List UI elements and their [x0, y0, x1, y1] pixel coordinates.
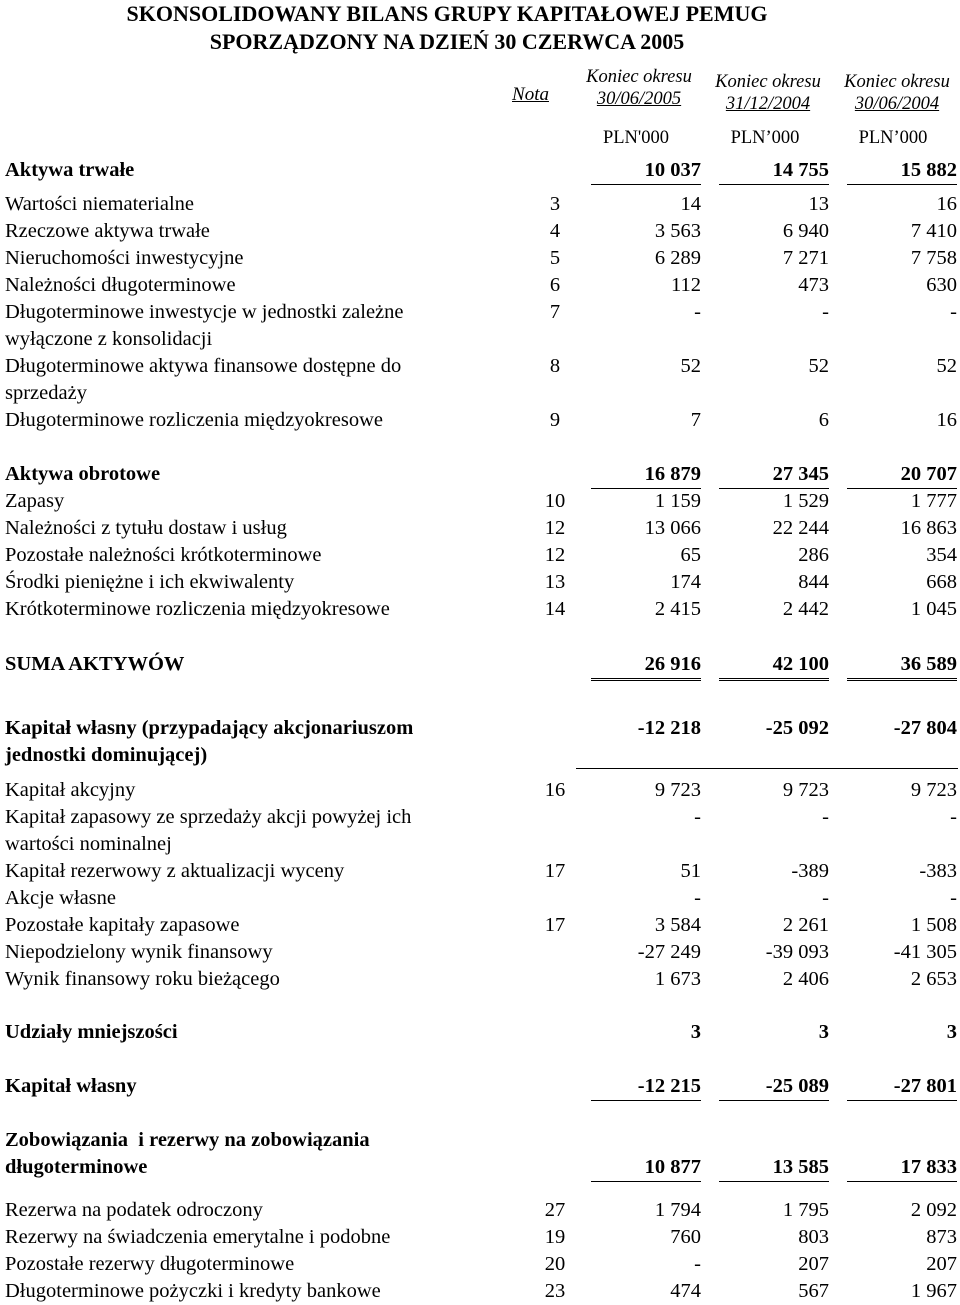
row-note: 10	[544, 490, 566, 512]
row-value-1: -12 218	[637, 717, 701, 739]
row-value-2: 1 529	[782, 490, 829, 512]
row-value-2: 3	[818, 1021, 829, 1043]
row-value-2: 6	[818, 409, 829, 431]
row-value-3: -	[950, 806, 957, 828]
row-label: Rezerwa na podatek odroczony	[5, 1199, 263, 1221]
title-line-2: SPORZĄDZONY NA DZIEŃ 30 CZERWCA 2005	[209, 29, 685, 54]
row-label: Krótkoterminowe rozliczenia międzyokresowe	[5, 598, 390, 620]
row-value-1: 1 159	[654, 490, 701, 512]
row-label: Środki pieniężne i ich ekwiwalenty	[5, 571, 295, 593]
column-label: Koniec okresu	[844, 72, 950, 92]
row-label: Kapitał zapasowy ze sprzedaży akcji powyżej ich wartości nominalnej	[5, 806, 412, 855]
row-value-2: 22 244	[772, 517, 829, 539]
row-value-2: -25 092	[765, 717, 829, 739]
row-value-1: 6 289	[654, 247, 701, 269]
row-value-3: 7 410	[910, 220, 957, 242]
column-header-1	[574, 66, 704, 110]
row-value-3: 2 092	[910, 1199, 957, 1221]
row-value-3: -383	[919, 860, 957, 882]
row-value-1: 2 415	[654, 598, 701, 620]
row-value-2: 803	[798, 1226, 829, 1248]
unit-label-3: PLN’000	[858, 128, 928, 148]
column-label: Koniec okresu	[715, 72, 821, 92]
row-value-2: 2 406	[782, 968, 829, 990]
row-value-3: 873	[926, 1226, 957, 1248]
row-label: Wynik finansowy roku bieżącego	[5, 968, 280, 990]
row-value-2: 473	[798, 274, 829, 296]
row-label: Aktywa trwałe	[5, 159, 135, 181]
row-value-3: -27 804	[893, 717, 957, 739]
row-note: 12	[544, 544, 566, 566]
row-value-1: -27 249	[637, 941, 701, 963]
row-note: 17	[544, 914, 566, 936]
row-label: Nieruchomości inwestycyjne	[5, 247, 244, 269]
unit-label-1: PLN'000	[602, 128, 670, 148]
row-value-3: 3	[946, 1021, 957, 1043]
row-note: 19	[544, 1226, 566, 1248]
row-value-1: 65	[680, 544, 701, 566]
row-value-1: 14	[680, 193, 701, 215]
row-value-3: 1 508	[910, 914, 957, 936]
row-note: 13	[544, 571, 566, 593]
row-note: 27	[544, 1199, 566, 1221]
row-value-3: 1 045	[910, 598, 957, 620]
row-label: Zapasy	[5, 490, 65, 512]
row-value-2: 6 940	[782, 220, 829, 242]
row-value-3: -27 801	[847, 1073, 957, 1101]
column-date: 30/06/2004	[854, 94, 940, 114]
row-value-1: 7	[690, 409, 701, 431]
row-value-2: 42 100	[719, 651, 829, 681]
row-note: 14	[544, 598, 566, 620]
row-label: SUMA AKTYWÓW	[5, 653, 185, 675]
row-label: Długoterminowe rozliczenia międzyokresowe	[5, 409, 383, 431]
row-value-1: -	[694, 806, 701, 828]
row-value-2: -39 093	[765, 941, 829, 963]
row-value-2: 2 442	[782, 598, 829, 620]
row-label: Długoterminowe pożyczki i kredyty bankowe	[5, 1280, 381, 1302]
row-note: 8	[549, 355, 561, 377]
title-line-1: SKONSOLIDOWANY BILANS GRUPY KAPITAŁOWEJ PEMUG	[126, 1, 768, 26]
row-value-3: 354	[926, 544, 957, 566]
row-value-1: 52	[680, 355, 701, 377]
row-value-1: 1 794	[654, 1199, 701, 1221]
row-label: Rezerwy na świadczenia emerytalne i podobne	[5, 1226, 391, 1248]
row-value-2: 9 723	[782, 779, 829, 801]
row-note: 6	[549, 274, 561, 296]
row-label: Wartości niematerialne	[5, 193, 195, 215]
row-value-2: 2 261	[782, 914, 829, 936]
row-value-2: -	[822, 887, 829, 909]
row-value-3: -	[950, 301, 957, 323]
row-value-3: 16	[936, 409, 957, 431]
row-value-2: -	[822, 806, 829, 828]
row-label: Rzeczowe aktywa trwałe	[5, 220, 210, 242]
row-value-3: 1 777	[910, 490, 957, 512]
row-value-2: -	[822, 301, 829, 323]
divider	[576, 768, 958, 769]
row-note: 16	[544, 779, 566, 801]
row-label: Długoterminowe inwestycje w jednostki zależne wyłączone z konsolidacji	[5, 301, 404, 350]
row-label: Zobowiązania i rezerwy na zobowiązania długoterminowe	[5, 1129, 370, 1178]
row-value-1: 10 037	[591, 157, 701, 185]
row-note: 23	[544, 1280, 566, 1302]
row-label: Aktywa obrotowe	[5, 463, 161, 485]
row-value-2: 14 755	[719, 157, 829, 185]
row-value-1: 16 879	[591, 461, 701, 489]
column-label: Koniec okresu	[586, 67, 692, 87]
row-value-2: -389	[791, 860, 829, 882]
row-label: Należności długoterminowe	[5, 274, 236, 296]
row-note: 4	[549, 220, 561, 242]
row-value-3: 36 589	[847, 651, 957, 681]
row-value-3: 207	[926, 1253, 957, 1275]
row-value-3: -	[950, 887, 957, 909]
row-value-3: 16	[936, 193, 957, 215]
row-value-3: 2 653	[910, 968, 957, 990]
column-date: 30/06/2005	[596, 89, 682, 109]
row-value-1: 474	[670, 1280, 701, 1302]
row-value-2: 52	[808, 355, 829, 377]
row-value-2: 286	[798, 544, 829, 566]
row-value-1: -	[694, 301, 701, 323]
unit-label-2: PLN’000	[730, 128, 800, 148]
row-value-2: 844	[798, 571, 829, 593]
row-value-1: 3 563	[654, 220, 701, 242]
row-note: 7	[549, 301, 561, 323]
column-date: 31/12/2004	[725, 94, 811, 114]
row-value-2: 13 585	[719, 1154, 829, 1182]
row-value-3: 15 882	[847, 157, 957, 185]
row-value-1: 760	[670, 1226, 701, 1248]
column-header-3	[832, 71, 960, 115]
row-label: Pozostałe rezerwy długoterminowe	[5, 1253, 295, 1275]
row-label: Kapitał rezerwowy z aktualizacji wyceny	[5, 860, 345, 882]
column-header-2	[703, 71, 833, 115]
row-value-2: 207	[798, 1253, 829, 1275]
row-value-1: -12 215	[591, 1073, 701, 1101]
row-label: Pozostałe kapitały zapasowe	[5, 914, 240, 936]
row-label: Kapitał akcyjny	[5, 779, 136, 801]
row-value-3: 52	[936, 355, 957, 377]
row-label: Udziały mniejszości	[5, 1021, 178, 1043]
row-label: Należności z tytułu dostaw i usług	[5, 517, 287, 539]
row-value-3: 668	[926, 571, 957, 593]
row-value-3: 7 758	[910, 247, 957, 269]
row-value-2: 27 345	[719, 461, 829, 489]
row-value-3: 1 967	[910, 1280, 957, 1302]
row-note: 3	[549, 193, 561, 215]
row-value-1: 9 723	[654, 779, 701, 801]
row-note: 5	[549, 247, 561, 269]
row-value-2: 567	[798, 1280, 829, 1302]
row-value-2: 1 795	[782, 1199, 829, 1221]
row-label: Długoterminowe aktywa finansowe dostępne do sprzedaży	[5, 355, 402, 404]
row-value-1: 112	[671, 274, 701, 296]
row-value-2: 7 271	[782, 247, 829, 269]
row-value-1: 26 916	[591, 651, 701, 681]
row-value-1: 51	[680, 860, 701, 882]
row-value-1: -	[694, 1253, 701, 1275]
row-label: Kapitał własny (przypadający akcjonariuszom jednostki dominującej)	[5, 717, 414, 766]
row-note: 9	[549, 409, 561, 431]
row-value-3: -41 305	[893, 941, 957, 963]
row-value-2: 13	[808, 193, 829, 215]
row-label: Pozostałe należności krótkoterminowe	[5, 544, 322, 566]
row-value-3: 9 723	[910, 779, 957, 801]
row-value-1: -	[694, 887, 701, 909]
row-note: 20	[544, 1253, 566, 1275]
row-value-3: 17 833	[847, 1154, 957, 1182]
row-value-1: 10 877	[591, 1154, 701, 1182]
row-value-1: 3 584	[654, 914, 701, 936]
row-value-3: 20 707	[847, 461, 957, 489]
nota-header: Nota	[512, 84, 549, 105]
row-label: Kapitał własny	[5, 1075, 137, 1097]
row-value-2: -25 089	[719, 1073, 829, 1101]
row-value-1: 3	[690, 1021, 701, 1043]
row-value-1: 1 673	[654, 968, 701, 990]
row-label: Akcje własne	[5, 887, 116, 909]
column-header	[0, 66, 960, 126]
row-note: 17	[544, 860, 566, 882]
row-label: Niepodzielony wynik finansowy	[5, 941, 273, 963]
row-value-3: 16 863	[900, 517, 957, 539]
document-title	[0, 0, 894, 56]
row-value-1: 13 066	[644, 517, 701, 539]
row-value-3: 630	[926, 274, 957, 296]
row-note: 12	[544, 517, 566, 539]
row-value-1: 174	[670, 571, 701, 593]
